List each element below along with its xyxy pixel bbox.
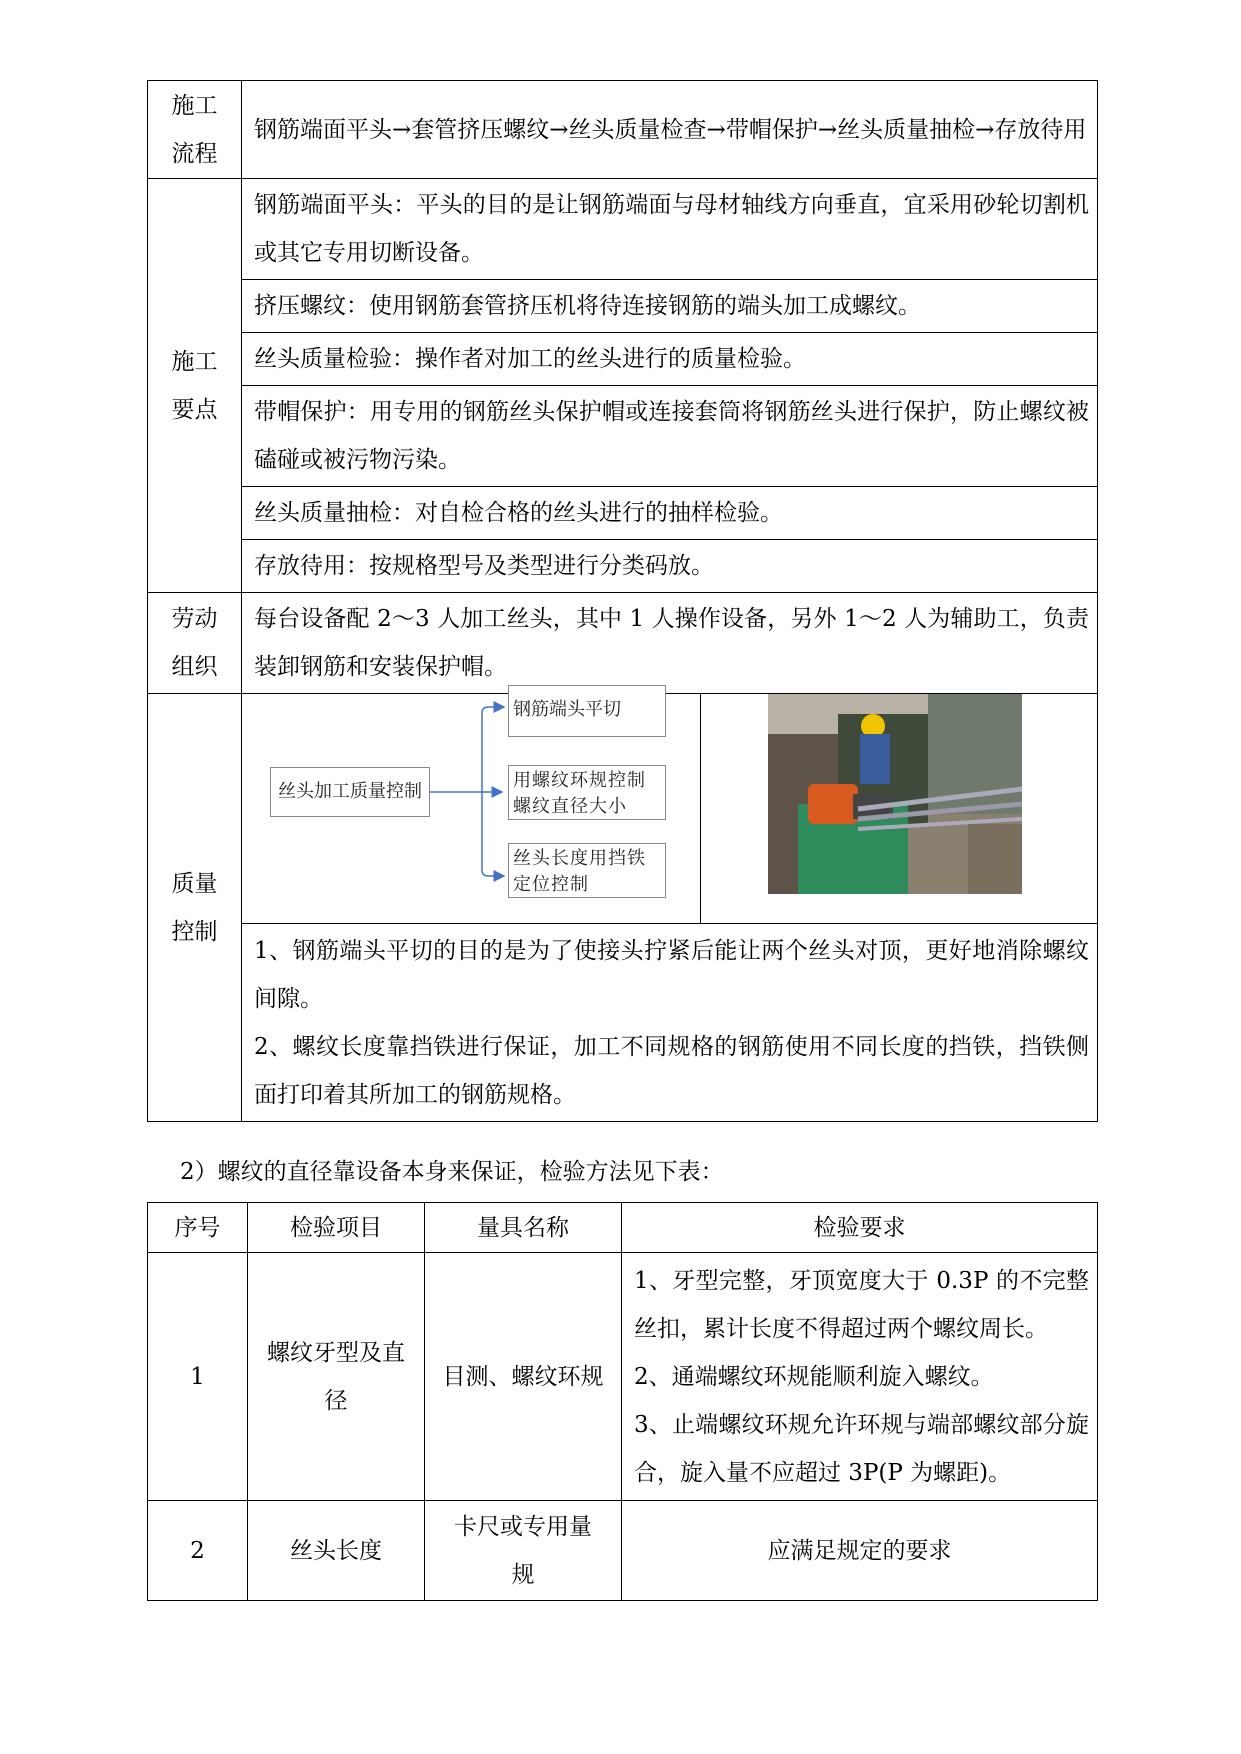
key-point-item: 丝头质量检验：操作者对加工的丝头进行的质量检验。 — [242, 333, 1098, 386]
diagram-branch-1: 钢筋端头平切 — [508, 685, 666, 737]
process-label-line1: 施工 — [171, 92, 218, 119]
key-point-item: 存放待用：按规格型号及类型进行分类码放。 — [242, 540, 1098, 593]
arrow-to-branch3 — [482, 792, 504, 876]
row1-no: 1 — [148, 1253, 248, 1501]
row1-tool: 目测、螺纹环规 — [425, 1253, 622, 1501]
labor-label-line1: 劳动 — [171, 606, 218, 632]
header-tool: 量具名称 — [425, 1203, 622, 1253]
labor-label — [148, 593, 242, 694]
quality-notes — [242, 924, 1098, 1122]
quality-note-2: 2、螺纹长度靠挡铁进行保证，加工不同规格的钢筋使用不同长度的挡铁，挡铁侧面打印着其所加工的钢筋规格。 — [254, 1033, 1090, 1108]
key-points-label-line1: 施工 — [171, 348, 218, 375]
row1-req-1: 1、牙型完整，牙顶宽度大于 0.3P 的不完整丝扣，累计长度不得超过两个螺纹周长。 — [634, 1267, 1089, 1342]
diagram-branch-2: 用螺纹环规控制螺纹直径大小 — [508, 765, 666, 820]
quality-note-1: 1、钢筋端头平切的目的是为了使接头拧紧后能让两个丝头对顶，更好地消除螺纹间隙。 — [254, 937, 1090, 1012]
labor-label-line2: 组织 — [171, 654, 218, 680]
labor-text: 每台设备配 2～3 人加工丝头，其中 1 人操作设备，另外 1～2 人为辅助工，负责装卸钢筋和安装保护帽。 — [242, 593, 1098, 694]
construction-table — [147, 80, 1098, 1122]
row1-req-3: 3、止端螺纹环规允许环规与端部螺纹部分旋合，旋入量不应超过 3P(P 为螺距)。 — [634, 1411, 1089, 1486]
diagram-root-box: 丝头加工质量控制 — [270, 767, 430, 817]
quality-label — [148, 694, 242, 1122]
key-point-item: 丝头质量抽检：对自检合格的丝头进行的抽样检验。 — [242, 487, 1098, 540]
header-no: 序号 — [148, 1203, 248, 1253]
inspection-table — [147, 1202, 1098, 1601]
process-label-line2: 流程 — [171, 140, 218, 167]
quality-label-line1: 质量 — [171, 870, 218, 897]
key-points-label-line2: 要点 — [171, 396, 218, 423]
row2-no: 2 — [148, 1501, 248, 1601]
key-points-label — [148, 179, 242, 593]
row1-req-2: 2、通端螺纹环规能顺利旋入螺纹。 — [634, 1363, 994, 1390]
row2-requirement: 应满足规定的要求 — [622, 1501, 1098, 1601]
row1-requirements — [622, 1253, 1098, 1501]
key-point-item: 挤压螺纹：使用钢筋套管挤压机将待连接钢筋的端头加工成螺纹。 — [242, 280, 1098, 333]
row2-item: 丝头长度 — [248, 1501, 425, 1601]
arrow-to-branch1 — [482, 707, 504, 792]
worker-machine-photo — [768, 694, 1022, 894]
quality-label-line2: 控制 — [171, 918, 218, 945]
table2-intro: 2）螺纹的直径靠设备本身来保证，检验方法见下表： — [180, 1159, 724, 1185]
key-point-item: 带帽保护：用专用的钢筋丝头保护帽或连接套筒将钢筋丝头进行保护，防止螺纹被磕碰或被污物污染。 — [242, 386, 1098, 487]
key-point-item: 钢筋端面平头：平头的目的是让钢筋端面与母材轴线方向垂直，宜采用砂轮切割机或其它专用切断设备。 — [242, 179, 1098, 280]
header-item: 检验项目 — [248, 1203, 425, 1253]
process-label — [148, 81, 242, 179]
process-text: 钢筋端面平头→套管挤压螺纹→丝头质量检查→带帽保护→丝头质量抽检→存放待用 — [242, 81, 1098, 179]
row1-item: 螺纹牙型及直径 — [248, 1253, 425, 1501]
diagram-branch-3: 丝头长度用挡铁定位控制 — [508, 843, 666, 898]
header-requirement: 检验要求 — [622, 1203, 1098, 1253]
row2-tool: 卡尺或专用量规 — [425, 1501, 622, 1601]
